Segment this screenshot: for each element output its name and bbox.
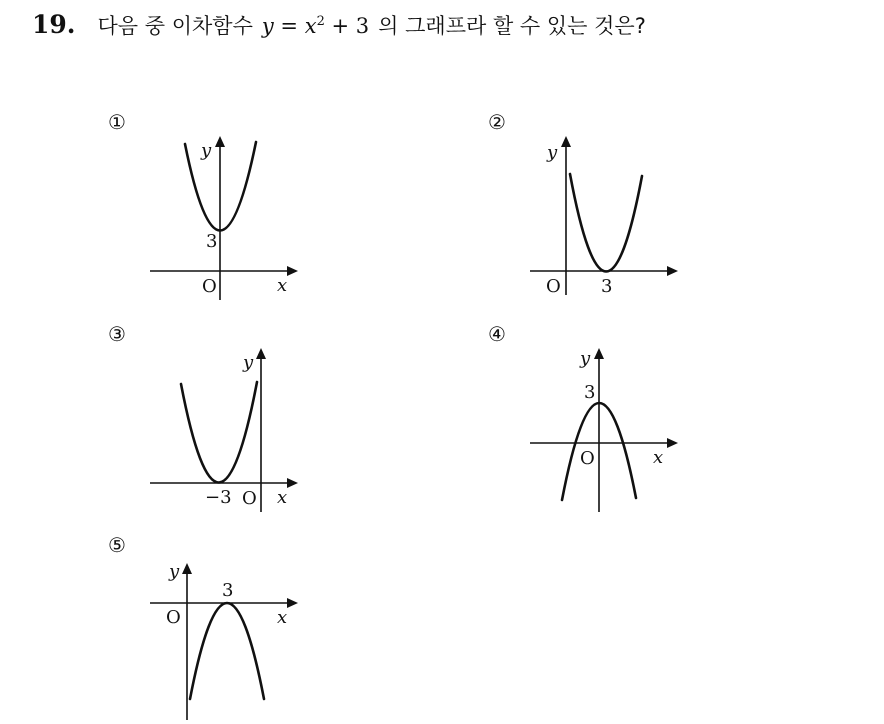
y-axis-label: y — [580, 348, 591, 369]
y-axis-arrow — [561, 136, 571, 147]
vertex-mark-label: 3 — [601, 276, 613, 297]
y-axis-label: y — [201, 140, 212, 161]
x-axis-arrow — [287, 266, 298, 276]
choice-2-label[interactable]: ② — [488, 110, 506, 134]
choice-4-label[interactable]: ④ — [488, 322, 506, 346]
question-prefix: 다음 중 이차함수 — [97, 14, 253, 38]
y-axis-label: y — [169, 561, 180, 582]
equation-exponent: 2 — [316, 14, 325, 29]
x-axis-arrow — [667, 266, 678, 276]
y-axis-arrow — [215, 136, 225, 147]
choice-2-graph — [520, 130, 690, 305]
y-axis-arrow — [594, 348, 604, 359]
y-axis-label: y — [243, 352, 254, 373]
x-axis-label: x — [277, 487, 288, 508]
equation-lhs: y — [261, 14, 274, 38]
vertex-mark-label: 3 — [206, 231, 218, 252]
origin-label: O — [166, 607, 181, 628]
vertex-mark-label: 3 — [584, 382, 596, 403]
choice-5-label[interactable]: ⑤ — [108, 533, 126, 557]
x-axis-arrow — [667, 438, 678, 448]
origin-label: O — [242, 488, 257, 509]
origin-label: O — [202, 276, 217, 297]
question-header — [32, 10, 646, 54]
parabola-curve — [181, 382, 257, 483]
x-axis-label: x — [277, 275, 288, 296]
parabola-curve — [570, 174, 642, 272]
vertex-mark-label: 3 — [222, 580, 234, 601]
equation-eq: = — [280, 14, 299, 38]
choice-1-label[interactable]: ① — [108, 110, 126, 134]
origin-label: O — [546, 276, 561, 297]
question-number: 19. — [32, 10, 76, 39]
x-axis-arrow — [287, 478, 298, 488]
x-axis-label: x — [653, 447, 664, 468]
question-suffix: 의 그래프라 할 수 있는 것은? — [378, 14, 646, 38]
y-axis-label: y — [547, 142, 558, 163]
equation-rest: + 3 — [331, 14, 370, 38]
choice-4-graph — [520, 340, 690, 520]
choice-3-graph — [140, 340, 310, 520]
x-axis-arrow — [287, 598, 298, 608]
parabola-curve — [190, 603, 264, 699]
x-axis-label: x — [277, 607, 288, 628]
y-axis-arrow — [182, 563, 192, 574]
choice-5-graph — [140, 555, 310, 720]
choice-1-graph — [140, 130, 310, 305]
vertex-mark-label: −3 — [205, 487, 232, 508]
origin-label: O — [580, 448, 595, 469]
y-axis-arrow — [256, 348, 266, 359]
choice-3-label[interactable]: ③ — [108, 322, 126, 346]
equation — [262, 14, 369, 38]
equation-x: x — [304, 14, 317, 38]
